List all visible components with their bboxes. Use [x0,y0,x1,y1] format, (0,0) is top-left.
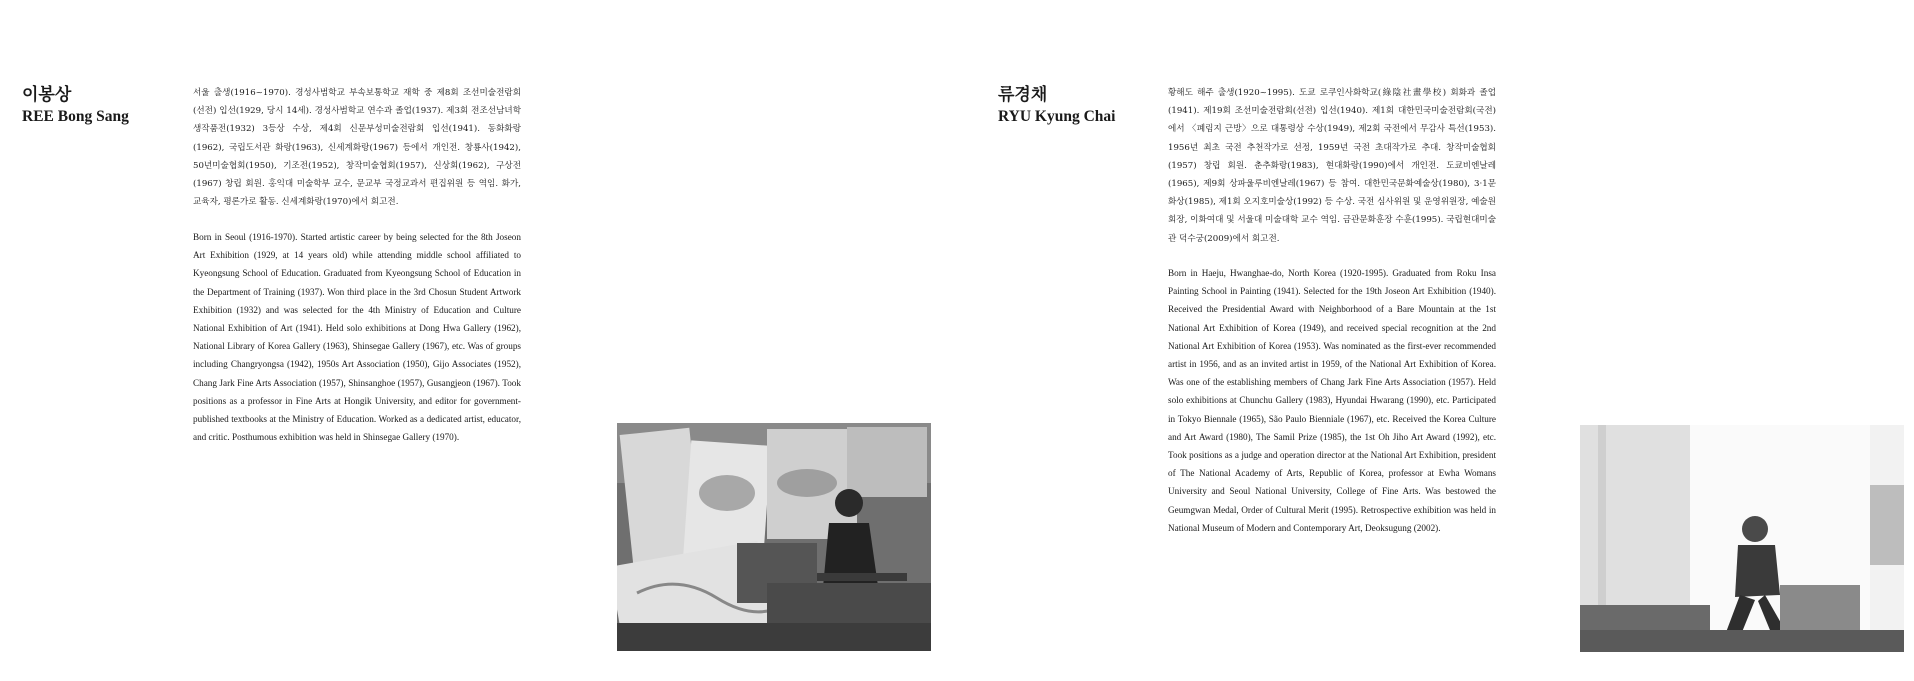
artist-bio-english: Born in Haeju, Hwanghae-do, North Korea (1920-1995). Graduated from Roku Insa Painting School in Painting (1941). Selected for the 19th Joseon Art Exhibition (1940). Received the Presidential Award with Neighborhood of a Bare Mountain at the 1st National Art Exhibition of Korea (1949), and received special recognition at the 2nd National Art Exhibition of Korea (1953). Was nominated as the first-ever recommended artist in 1956, and as an invited artist in 1959, of the National Art Exhibition of Korea. Was one of the establishing members of Chang Jark Fine Arts Association (1957). Held solo exhibitions at Chunchu Gallery (1983), Hyundai Hwarang (1990), etc. Participated in Tokyo Biennale (1965), São Paulo Bienniale (1967), etc. Received the Korea Culture and Art Award (1980), The Samil Prize (1985), the 1st Oh Jiho Art Award (1992), etc. Took positions as a judge and operation director at the National Art Exhibition, president of The National Academy of Arts, Republic of Korea, professor at Ewha Womans University and Seoul National University, College of Fine Arts. Was bestowed the Geumgwan Medal, Order of Cultural Merit (1995). Retrospective exhibition was held in National Museum of Modern and Contemporary Art, Deoksugung (2002). [1168,268,1496,533]
artist-photo-ree [617,423,931,651]
artist-bio-english: Born in Seoul (1916-1970). Started artistic career by being selected for the 8th Joseon Art Exhibition (1929, at 14 years old) while attending middle school affiliated to Kyeongsung School of Education. Graduated from Kyeongsung School of Education in the Department of Training (1937). Won third place in the 3rd Chosun Student Artwork Exhibition (1932) and was selected for the 4th Ministry of Education and Culture National Exhibition of Art (1941). Held solo exhibitions at Dong Hwa Gallery (1962), National Library of Korea Gallery (1963), Shinsegae Gallery (1967), etc. Was of groups including Changryongsa (1942), 1950s Art Association (1950), Gijo Associates (1952), Chang Jark Fine Arts Association (1957), Shinsanghoe (1957), Gusangjeon (1967). Took positions as a professor in Fine Arts at Hongik University, and editor for government-published textbooks at the Ministry of Education. Worked as a dedicated artist, educator, and critic. Posthumous exhibition was held in Shinsegae Gallery (1970). [193,232,521,443]
artist-name-english: RYU Kyung Chai [998,108,1116,125]
artist-name-korean: 이봉상 [22,85,72,105]
artist-photo-ryu [1580,425,1904,652]
artist-name-korean: 류경채 [998,85,1048,105]
artist-name-english: REE Bong Sang [22,108,129,125]
artist-name-ryu [998,84,1115,128]
artist-name-ree [22,84,129,128]
artist-bio-korean: 서울 출생(1916~1970). 경성사범학교 부속보통학교 재학 중 제8회 조선미술전람회(선전) 입선(1929, 당시 14세). 경성사범학교 연수과 졸업(1937). 제3회 전조선남녀학생작품전(1932) 3등상 수상, 제4회 신문부성미술전람회 입선(1941). 동화화랑(1962), 국립도서관 화랑(1963), 신세계화랑(1967) 등에서 개인전. 창룡사(1942), 50년미술협회(1950), 기조전(1952), 창작미술협회(1957), 신상회(1962), 구상전(1967) 창립 회원. 홍익대 미술학부 교수, 문교부 국정교과서 편집위원 등 역임. 화가, 교육자, 평론가로 활동. 신세계화랑(1970)에서 회고전. [193,88,521,208]
artist-bio-korean: 황해도 해주 출생(1920~1995). 도쿄 로쿠인사화학교(綠陰社畫學校) 회화과 졸업(1941). 제19회 조선미술전람회(선전) 입선(1940). 제1회 대한민국미술전람회(국전)에서 〈폐림지 근방〉으로 대통령상 수상(1949), 제2회 국전에서 무감사 특선(1953). 1956년 최초 국전 추천작가로 선정, 1959년 국전 초대작가로 추대. 창작미술협회(1957) 창립 회원. 춘추화랑(1983), 현대화랑(1990)에서 개인전. 도쿄비엔날레(1965), 제9회 상파울루비엔날레(1967) 등 참여. 대한민국문화예술상(1980), 3·1문화상(1985), 제1회 오지호미술상(1992) 등 수상. 국전 심사위원 및 운영위원장, 예술원 회장, 이화여대 및 서울대 미술대학 교수 역임. 금관문화훈장 수훈(1995). 국립현대미술관 덕수궁(2009)에서 회고전. [1168,88,1496,244]
